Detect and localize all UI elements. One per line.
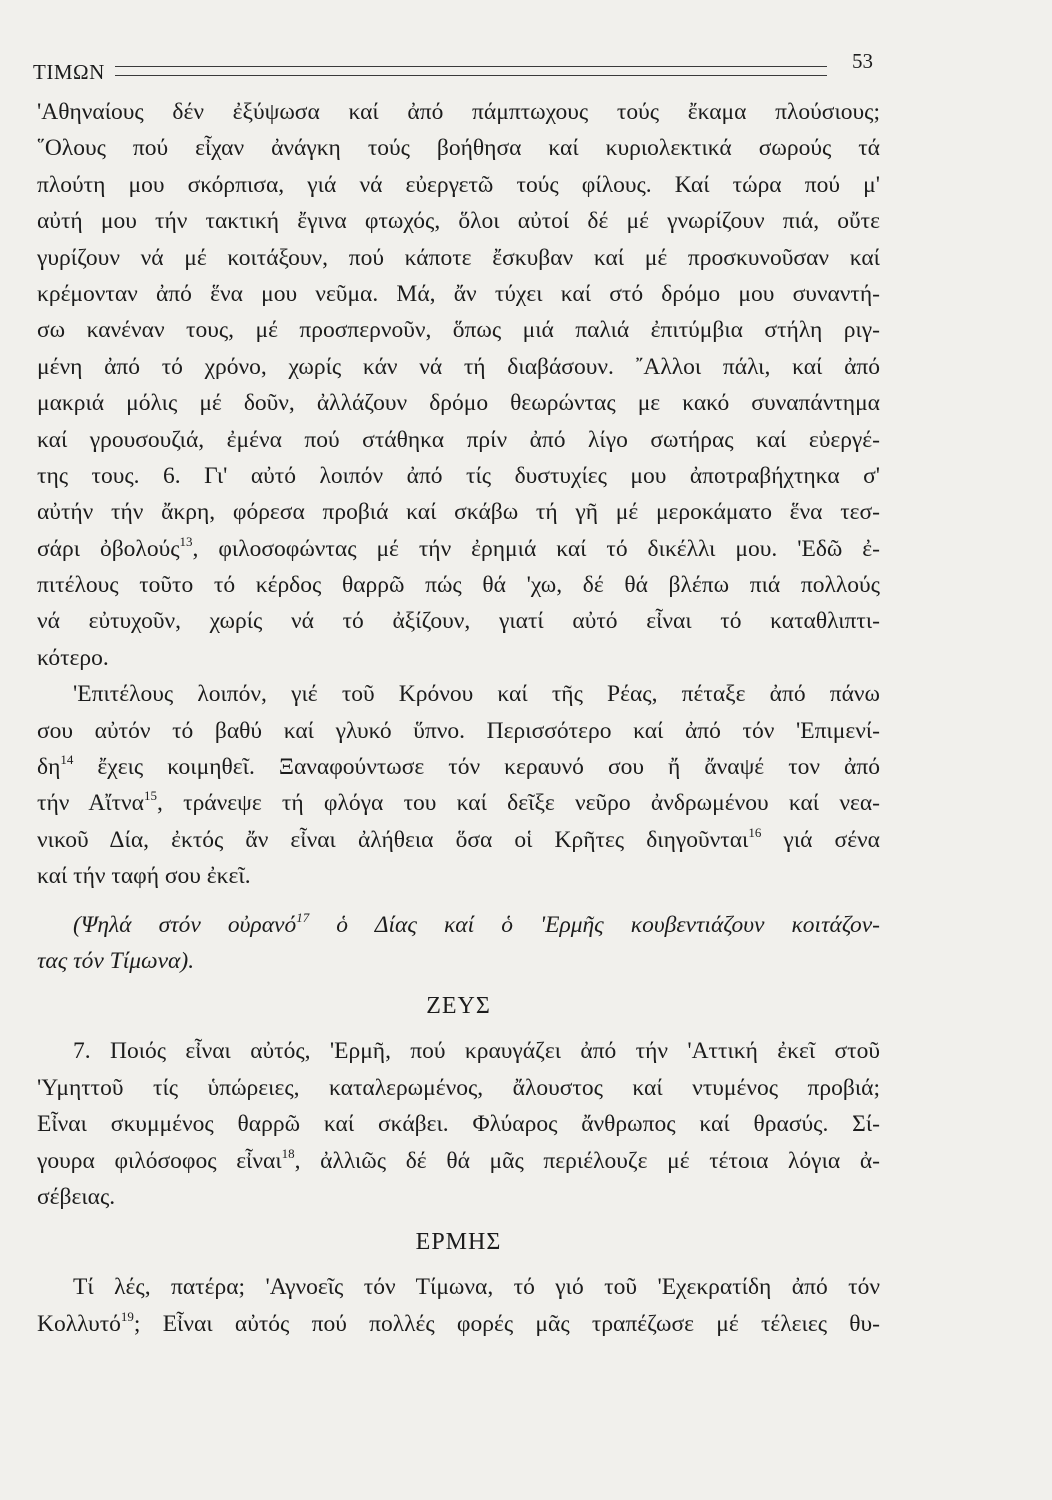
text-line: 7. Ποιός εἶναι αὐτός, 'Ερμῆ, πού κραυγάζει ἀπό τήν 'Αττική ἐκεῖ στοῦ	[73, 1038, 880, 1065]
text-line: Τί λές, πατέρα; 'Αγνοεῖς τόν Τίμωνα, τό γιό τοῦ 'Εχεκρατίδη ἀπό τόν	[73, 1274, 880, 1301]
text-line: Εἶναι σκυμμένος θαρρῶ καί σκάβει. Φλύαρος ἄνθρωπος καί θρασύς. Σί-	[37, 1111, 880, 1138]
page-body	[37, 94, 880, 1342]
text-line: γουρα φιλόσοφος εἶναι$^{18}$, ἀλλιῶς δέ θά μᾶς περιέλουζε μέ τέτοια λόγια ἀ-	[37, 1145, 880, 1174]
text-line: Κολλυτό$^{19}$; Εἶναι αὐτός πού πολλές φορές μᾶς τραπέζωσε μέ τέλειες θυ-	[37, 1308, 880, 1337]
text-line: σου αὐτόν τό βαθύ καί γλυκό ὕπνο. Περισσότερο καί ἀπό τόν 'Επιμενί-	[37, 717, 880, 744]
text-line: γυρίζουν νά μέ κοιτάξουν, πού κάποτε ἔσκυβαν καί μέ προσκυνοῦσαν καί	[37, 244, 880, 271]
text-line: κρέμονταν ἀπό ἕνα μου νεῦμα. Μά, ἄν τύχει καί στό δρόμο μου συναντή-	[37, 280, 880, 307]
text-line: σω κανέναν τους, μέ προσπερνοῦν, ὅπως μιά παλιά ἐπιτύμβια στήλη ριγ-	[37, 317, 880, 344]
text-line: αὐτήν τήν ἄκρη, φόρεσα προβιά καί σκάβω τή γῆ μέ μεροκάματο ἕνα τεσ-	[37, 499, 880, 526]
text-line: 'Επιτέλους λοιπόν, γιέ τοῦ Κρόνου καί τῆς Ρέας, πέταξε ἀπό πάνω	[73, 681, 880, 708]
speaker-heading-zeus: ΖΕΥΣ	[426, 993, 491, 1020]
text-line: 'Αθηναίους δέν ἐξύψωσα καί ἀπό πάμπτωχους τούς ἔκαμα πλούσιους;	[37, 99, 880, 125]
footnote-ref-14: 14	[60, 752, 74, 768]
text-line: $\delta\eta^{14}$ ἔχεις κοιμηθεῖ. Ξαναφούντωσε τόν κεραυνό σου ἤ ἄναψέ τον ἀπό	[37, 752, 880, 781]
footnote-ref-13: 13	[179, 533, 193, 549]
footnote-ref-18: 18	[281, 1145, 295, 1161]
spacer	[37, 895, 880, 907]
text-line: αὐτή μου τήν τακτική ἔγινα φτωχός, ὅλοι αὐτοί δέ μέ γνωρίζουν πιά, οὔτε	[37, 208, 880, 235]
footnote-ref-17: 17	[296, 909, 310, 925]
header-double-rule	[115, 66, 827, 76]
text-line: της τους. 6. Γι' αὐτό λοιπόν ἀπό τίς δυστυχίες μου ἀποτραβήχτηκα σ'	[37, 462, 880, 489]
text-line: ῞Ολους πού εἶχαν ἀνάγκη τούς βοήθησα καί κυριολεκτικά σωρούς τά	[37, 135, 880, 162]
text-line: καί γρουσουζιά, ἐμένα πού στάθηκα πρίν ἀπό λίγο σωτήρας καί εὐεργέ-	[37, 426, 880, 453]
stage-direction-line: (Ψηλά στόν οὐρανό$^{17}$ ὁ Δίας καί ὁ 'Ερμῆς κουβεντιάζουν κοιτάζον-	[73, 909, 880, 938]
text-line: μένη ἀπό τό χρόνο, χωρίς κάν νά τή διαβάσουν. ῎Αλλοι πάλι, καί ἀπό	[37, 353, 880, 380]
speaker-heading-hermes: ΕΡΜΗΣ	[415, 1229, 502, 1256]
text-line: μακριά μόλις μέ δοῦν, ἀλλάζουν δρόμο θεωρώντας με κακό συναπάντημα	[37, 390, 880, 417]
text-line: σάρι ὀβολούς$^{13}$, φιλοσοφώντας μέ τήν ἐρημιά καί τό δικέλλι μου. 'Εδῶ ἐ-	[37, 533, 880, 562]
running-title: ΤΙΜΩΝ	[33, 60, 105, 84]
page-header	[33, 46, 873, 86]
footnote-ref-19: 19	[120, 1308, 134, 1324]
page-number: 53	[852, 49, 873, 73]
footnote-ref-15: 15	[144, 788, 157, 804]
stage-direction-line: τας τόν Τίμωνα).	[37, 947, 195, 974]
text-line: νικοῦ Δία, ἐκτός ἄν εἶναι ἀλήθεια ὅσα οἱ Κρῆτες διηγοῦνται$^{16}$ γιά σένα	[37, 824, 880, 853]
text-line: καί τήν ταφή σου ἐκεῖ.	[37, 863, 251, 890]
text-line: κότερο.	[37, 644, 109, 671]
text-line: σέβειας.	[37, 1183, 116, 1210]
text-line: πλούτη μου σκόρπισα, γιά νά εὐεργετῶ τούς φίλους. Καί τώρα πού μ'	[37, 171, 880, 198]
footnote-ref-16: 16	[748, 824, 762, 840]
text-line: τήν Αἴτνα$^{15}$, τράνεψε τή φλόγα του καί δεῖξε νεῦρο ἀνδρωμένου καί νεα-	[37, 788, 880, 817]
text-line: 'Υμηττοῦ τίς ὑπώρειες, καταλερωμένος, ἄλουστος καί ντυμένος προβιά;	[37, 1074, 880, 1101]
text-line: νά εὐτυχοῦν, χωρίς νά τό ἀξίζουν, γιατί αὐτό εἶναι τό καταθλιπτι-	[37, 608, 880, 635]
text-line: πιτέλους τοῦτο τό κέρδος θαρρῶ πώς θά 'χω, δέ θά βλέπω πιά πολλούς	[37, 572, 880, 599]
